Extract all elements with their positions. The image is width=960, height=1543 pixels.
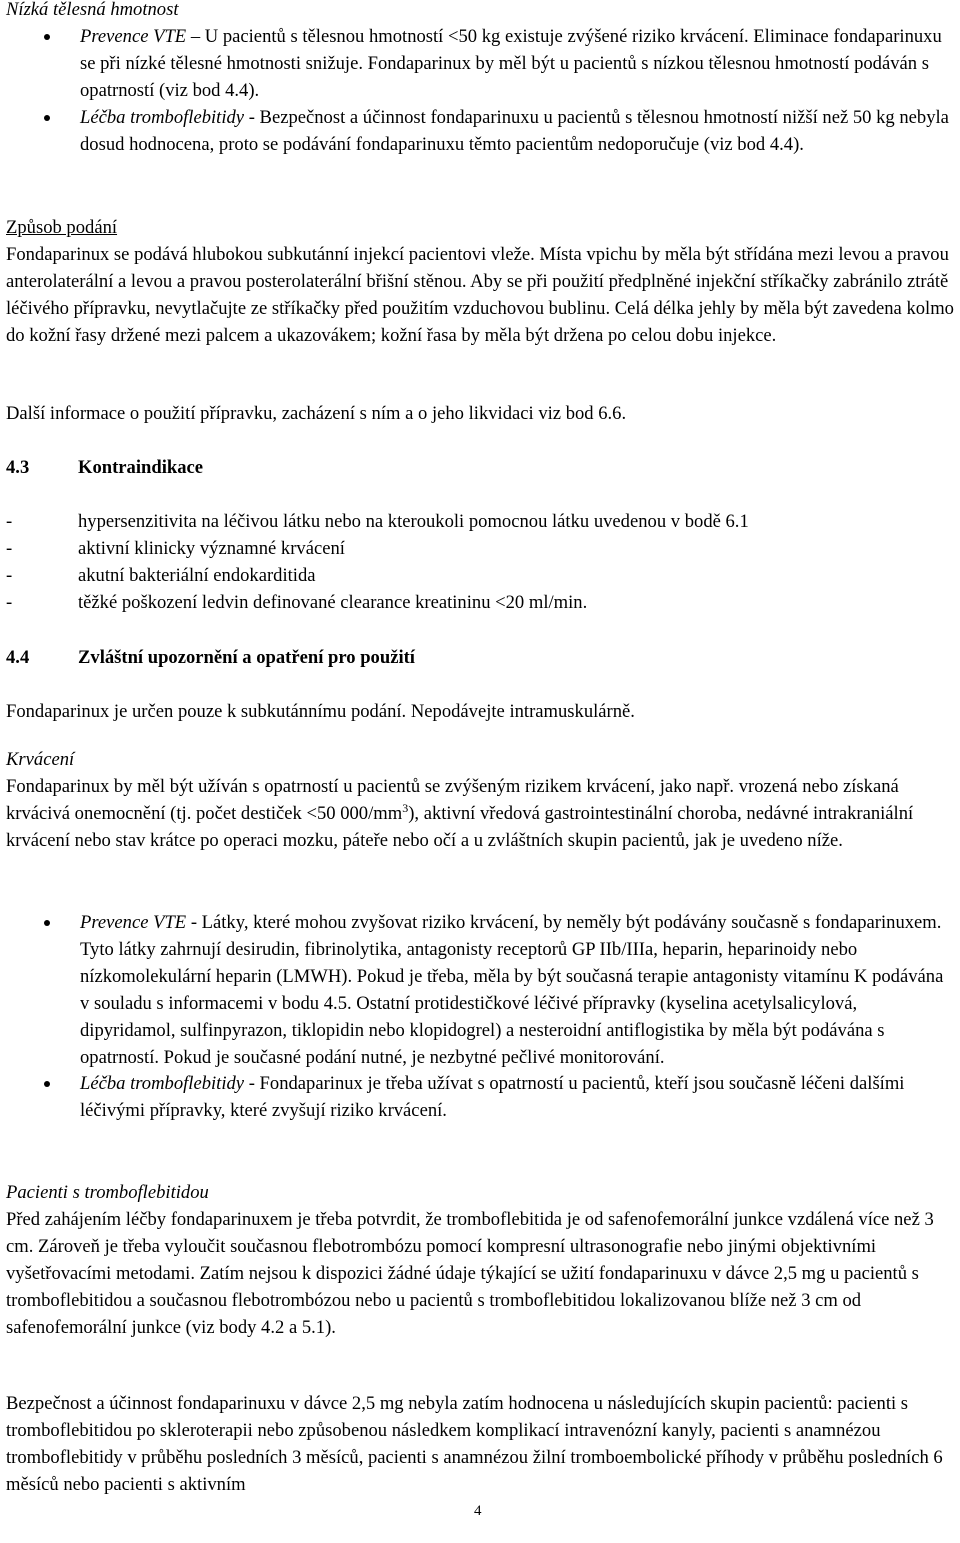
section-title: Kontraindikace [78,457,203,478]
thrombo-paragraph: Před zahájením léčby fondaparinuxem je třeba potvrdit, že tromboflebitida je od safenofemorální junkce vzdálená více než 3 cm. Zároveň je třeba vyloučit současnou flebotrombózu pomocí kompresní ultrasonografie nebo jinými objektivními vyšetřovacími metodami. Zatím nejsou k dispozici žádné údaje týkající se užití fondaparinuxu v dávce 2,5 mg u pacientů s tromboflebitidou a současnou flebotrombózou nebo u pacientů s tromboflebitidou lokalizovanou blíže než 3 cm od safenofemorální junkce (viz body 4.2 a 5.1). [6,1209,934,1338]
section-number: 4.3 [6,457,30,478]
list-item [6,24,956,105]
further-info-paragraph: Další informace o použití přípravku, zacházení s ním a o jeho likvidaci viz bod 6.6. [6,403,627,424]
bullet-text: - Bezpečnost a účinnost fondaparinuxu u pacientů s tělesnou hmotností nižší než 50 kg nebyla dosud hodnocena, proto se podávání fondaparinuxu těmto pacientům nedoporučuje (viz bod 4.4). [80,106,949,155]
heading-contraindications [6,455,203,482]
dash-marker: - [6,537,13,559]
list-item-text: hypersenzitivita na léčivou látku nebo na kteroukoli pomocnou látku uvedenou v bodě 6.1 [78,511,749,532]
section-title: Zvláštní upozornění a opatření pro použití [78,647,415,668]
dash-marker: - [6,591,13,613]
list-item-text: těžké poškození ledvin definované clearance kreatininu <20 ml/min. [78,591,588,613]
list-item-text: akutní bakteriální endokarditida [78,564,316,586]
bleeding-title: Krvácení [6,749,75,770]
bleeding-text-b: ), aktivní vředová gastrointestinální choroba, nedávné intrakraniální krvácení nebo stav krátce po operaci mozku, páteře nebo očí a u zvláštních skupin pacientů, jak je uvedeno níže. [6,802,914,851]
bullet-term: Prevence VTE [80,912,187,933]
section-title-low-weight: Nízká tělesná hmotnost [6,0,179,20]
bullet-term: Léčba tromboflebitidy [80,106,245,128]
thrombo-title: Pacienti s tromboflebitidou [6,1182,209,1203]
list-item [6,509,956,536]
contraindications-list [6,509,956,617]
list-item-text: aktivní klinicky významné krvácení [78,537,345,559]
section-number: 4.4 [6,647,30,668]
superscript: 3 [402,800,409,815]
bullet-term: Léčba tromboflebitidy [80,1073,245,1095]
list-item [6,536,956,563]
list-item [6,105,956,159]
bullet-term: Prevence VTE [80,26,187,47]
list-item [6,1071,956,1125]
page-number: 4 [474,1503,482,1519]
bleeding-bullet-list [6,910,956,1125]
administration-title: Způsob podání [6,217,118,238]
bullet-text: - Fondaparinux je třeba užívat s opatrností u pacientů, kteří jsou současně léčeni dalšími léčivými přípravky, které zvyšují riziko krvácení. [80,1073,905,1122]
bleeding-text-a: Fondaparinux by měl být užíván s opatrností u pacientů se zvýšeným rizikem krvácení, jako např. vrozená nebo získaná krvácivá onemocnění (tj. počet destiček <50 000/mm [6,776,899,824]
bullet-text: - Látky, které mohou zvyšovat riziko krvácení, by neměly být podávány současně s fondaparinuxem. Tyto látky zahrnují desirudin, fibrinolytika, antagonisty receptorů GP IIb/IIIa, heparin, heparinoidy nebo nízkomolekulární heparin (LMWH). Pokud je třeba, měla by být současná terapie antagonisty vitamínu K podávána v souladu s informacemi v bodu 4.5. Ostatní protidestičkové léčivé přípravky (kyselina acetylsalicylová, dipyridamol, sulfinpyrazon, tiklopidin nebo klopidogrel) a nesteroidní antiflogistika by měla být podávána s opatrností. Pokud je současné podání nutné, je nezbytné pečlivé monitorování. [80,912,944,1068]
warnings-intro: Fondaparinux je určen pouze k subkutánnímu podání. Nepodávejte intramuskulárně. [6,701,635,722]
dash-marker: - [6,511,13,532]
bleeding-paragraph [6,774,956,855]
administration-paragraph: Fondaparinux se podává hlubokou subkutánní injekcí pacientovi vleže. Místa vpichu by měla být střídána mezi levou a pravou anterolaterální a levou a pravou posterolaterální břišní stěnou. Aby se při použití předplněné injekční stříkačky zabránilo ztrátě léčivého přípravku, nevytlačujte ze stříkačky před použitím vzduchovou bublinu. Celá délka jehly by měla být zavedena kolmo do kožní řasy držené mezi palcem a ukazovákem; kožní řasa by měla být držena po celou dobu injekce. [6,244,954,346]
list-item [6,910,956,1071]
heading-warnings [6,645,415,672]
dash-marker: - [6,564,13,586]
list-item [6,563,956,590]
list-item [6,590,956,617]
safety-paragraph: Bezpečnost a účinnost fondaparinuxu v dávce 2,5 mg nebyla zatím hodnocena u následujících skupin pacientů: pacienti s tromboflebitidou po skleroterapii nebo způsobenou následkem komplikací intravenózní kanyly, pacienti s anamnézou tromboflebitidy v průběhu posledních 3 měsíců, pacienti s anamnézou žilní tromboembolické příhody v průběhu posledních 6 měsíců nebo pacienti s aktivním [6,1393,943,1495]
low-weight-bullet-list [6,24,956,159]
bullet-text: – U pacientů s tělesnou hmotností <50 kg existuje zvýšené riziko krvácení. Eliminace fondaparinuxu se při nízké tělesné hmotnosti snižuje. Fondaparinux by měl být u pacientů s nízkou tělesnou hmotností podáván s opatrností (viz bod 4.4). [80,26,942,101]
